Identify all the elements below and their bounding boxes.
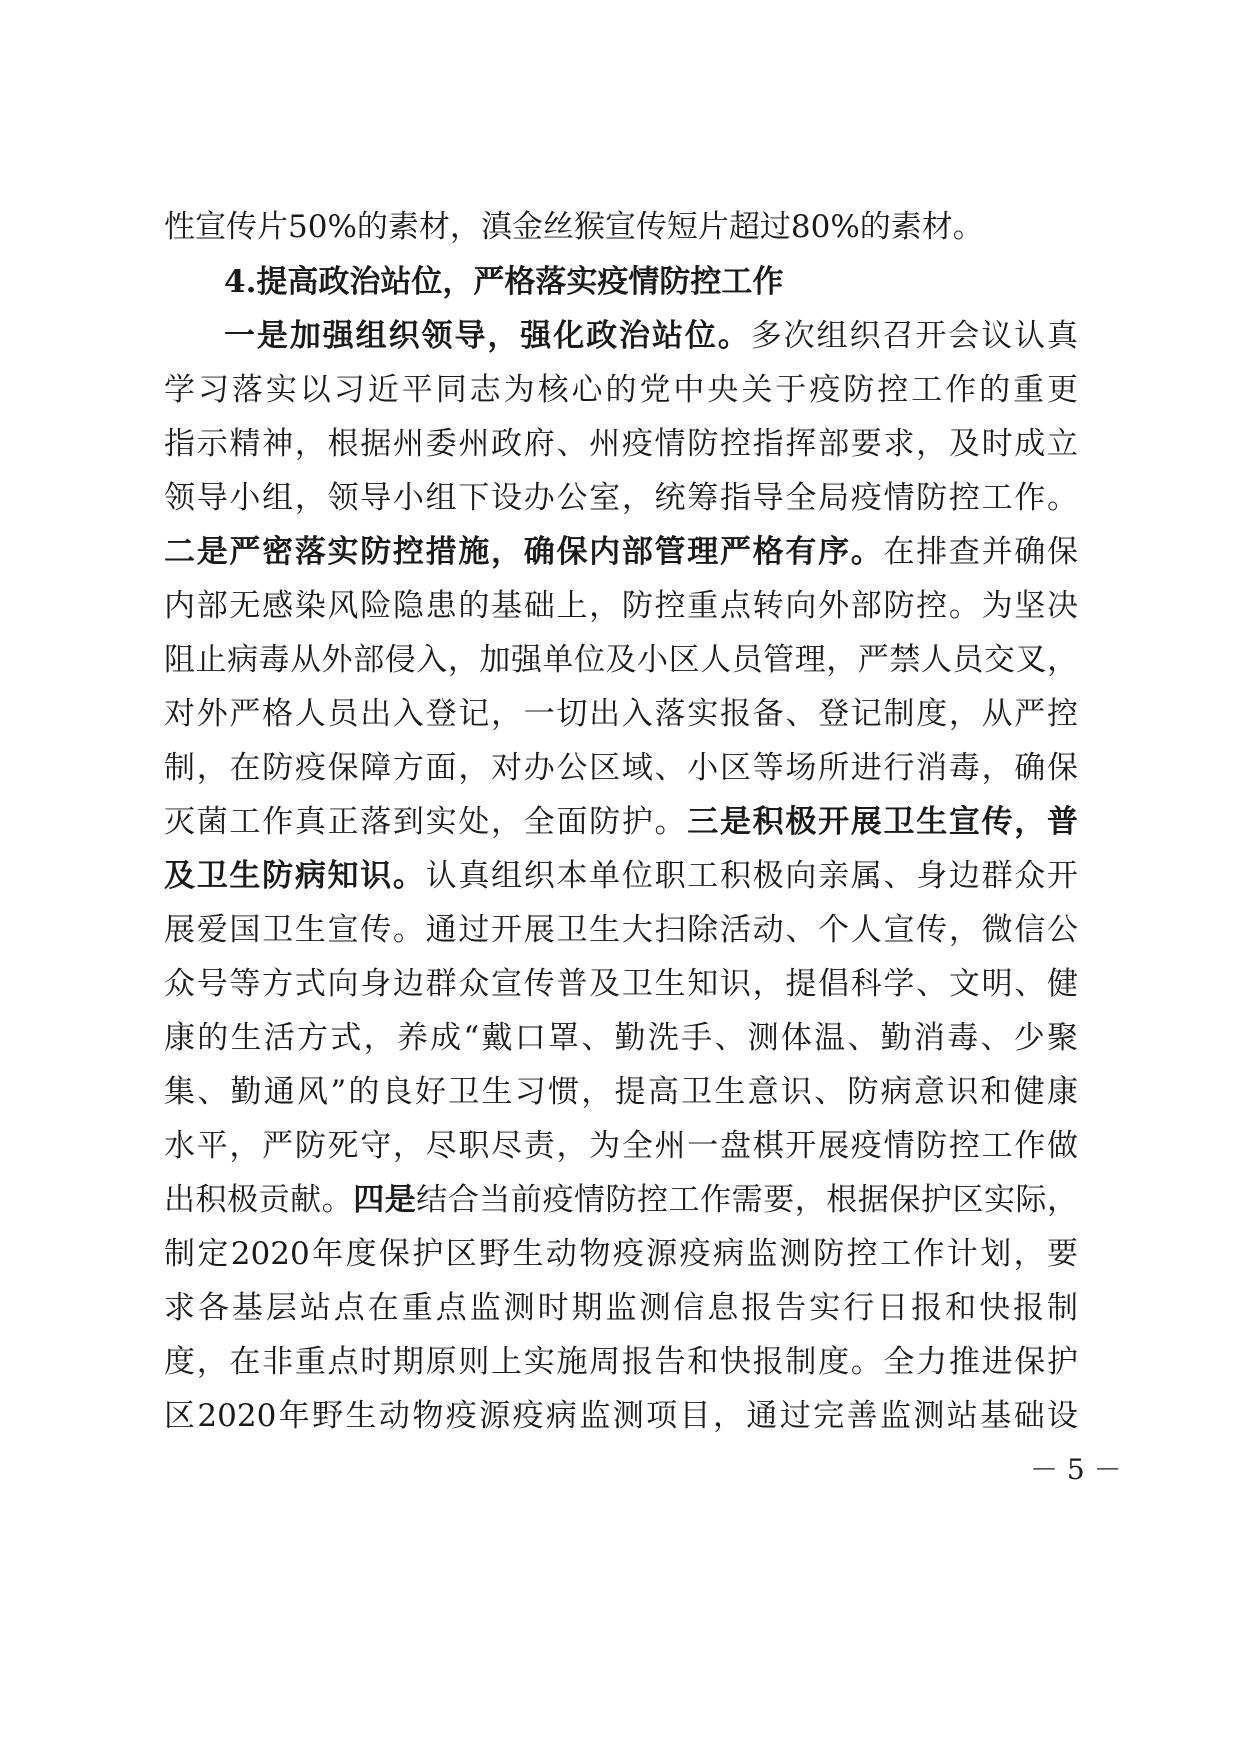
bold-lead: 及卫生防病知识。 bbox=[164, 858, 426, 894]
line-text: 学习落实以习近平同志为核心的党中央关于疫防控工作的重更 bbox=[164, 372, 1078, 408]
paragraph-line-13 bbox=[164, 856, 1078, 896]
line-text: 度，在非重点时期原则上实施周报告和快报制度。全力推进保护 bbox=[164, 1344, 1078, 1380]
page-number: － 5 － bbox=[1030, 1453, 1122, 1486]
paragraph-line-1 bbox=[164, 207, 1078, 247]
paragraph-line-4 bbox=[164, 370, 1078, 410]
line-text: 众号等方式向身边群众宣传普及卫生知识，提倡科学、文明、健 bbox=[164, 966, 1078, 1002]
paragraph-line-15 bbox=[164, 964, 1078, 1004]
line-text: 制定2020年度保护区野生动物疫源疫病监测防控工作计划，要 bbox=[164, 1236, 1078, 1272]
paragraph-line-3 bbox=[224, 316, 1078, 356]
line-text: 阻止病毒从外部侵入，加强单位及小区人员管理，严禁人员交叉， bbox=[164, 642, 1078, 678]
line-text: 在排查并确保 bbox=[883, 534, 1079, 570]
paragraph-line-11 bbox=[164, 748, 1078, 788]
paragraph-line-7 bbox=[164, 532, 1078, 572]
line-text: 灭菌工作真正落到实处，全面防护。 bbox=[164, 804, 688, 840]
line-text: 认真组织本单位职工积极向亲属、身边群众开 bbox=[425, 858, 1079, 894]
line-text: 指示精神，根据州委州政府、州疫情防控指挥部要求，及时成立 bbox=[164, 426, 1078, 462]
bold-lead: 二是严密落实防控措施，确保内部管理严格有序。 bbox=[164, 534, 884, 570]
paragraph-line-9 bbox=[164, 640, 1078, 680]
bold-lead: 三是积极开展卫生宣传，普 bbox=[687, 804, 1079, 840]
section-heading bbox=[224, 262, 1078, 302]
line-text: 性宣传片50%的素材，滇金丝猴宣传短片超过80%的素材。 bbox=[164, 209, 984, 245]
line-text: 对外严格人员出入登记，一切出入落实报备、登记制度，从严控 bbox=[164, 696, 1078, 732]
paragraph-line-18 bbox=[164, 1126, 1078, 1166]
line-text: 集、勤通风”的良好卫生习惯，提高卫生意识、防病意识和健康 bbox=[164, 1074, 1078, 1110]
paragraph-line-23 bbox=[164, 1396, 1078, 1436]
paragraph-line-21 bbox=[164, 1288, 1078, 1328]
paragraph-line-16 bbox=[164, 1018, 1078, 1058]
line-text: 领导小组，领导小组下设办公室，统筹指导全局疫情防控工作。 bbox=[164, 480, 1078, 516]
line-text: 出积极贡献。 bbox=[164, 1182, 354, 1218]
line-text: 求各基层站点在重点监测时期监测信息报告实行日报和快报制 bbox=[164, 1290, 1078, 1326]
line-text: 内部无感染风险隐患的基础上，防控重点转向外部防控。为坚决 bbox=[164, 588, 1078, 624]
paragraph-line-10 bbox=[164, 694, 1078, 734]
line-text: 水平，严防死守，尽职尽责，为全州一盘棋开展疫情防控工作做 bbox=[164, 1128, 1078, 1164]
paragraph-line-20 bbox=[164, 1234, 1078, 1274]
line-text: 康的生活方式，养成“戴口罩、勤洗手、测体温、勤消毒、少聚 bbox=[164, 1020, 1078, 1056]
paragraph-line-12 bbox=[164, 802, 1078, 842]
bold-lead: 一是加强组织领导，强化政治站位。 bbox=[224, 318, 751, 354]
paragraph-line-22 bbox=[164, 1342, 1078, 1382]
line-text-tail: 结合当前疫情防控工作需要，根据保护区实际， bbox=[416, 1182, 1079, 1218]
paragraph-line-14 bbox=[164, 910, 1078, 950]
line-text: 展爱国卫生宣传。通过开展卫生大扫除活动、个人宣传，微信公 bbox=[164, 912, 1078, 948]
paragraph-line-17 bbox=[164, 1072, 1078, 1112]
bold-lead: 四是 bbox=[353, 1182, 417, 1218]
line-text: 制，在防疫保障方面，对办公区域、小区等场所进行消毒，确保 bbox=[164, 750, 1078, 786]
line-text: 多次组织召开会议认真 bbox=[750, 318, 1078, 354]
line-text: 区2020年野生动物疫源疫病监测项目，通过完善监测站基础设 bbox=[164, 1398, 1078, 1434]
heading-text: 4.提高政治站位，严格落实疫情防控工作 bbox=[224, 264, 784, 300]
paragraph-line-8 bbox=[164, 586, 1078, 626]
paragraph-line-5 bbox=[164, 424, 1078, 464]
paragraph-line-19 bbox=[164, 1180, 1078, 1220]
paragraph-line-6 bbox=[164, 478, 1078, 518]
